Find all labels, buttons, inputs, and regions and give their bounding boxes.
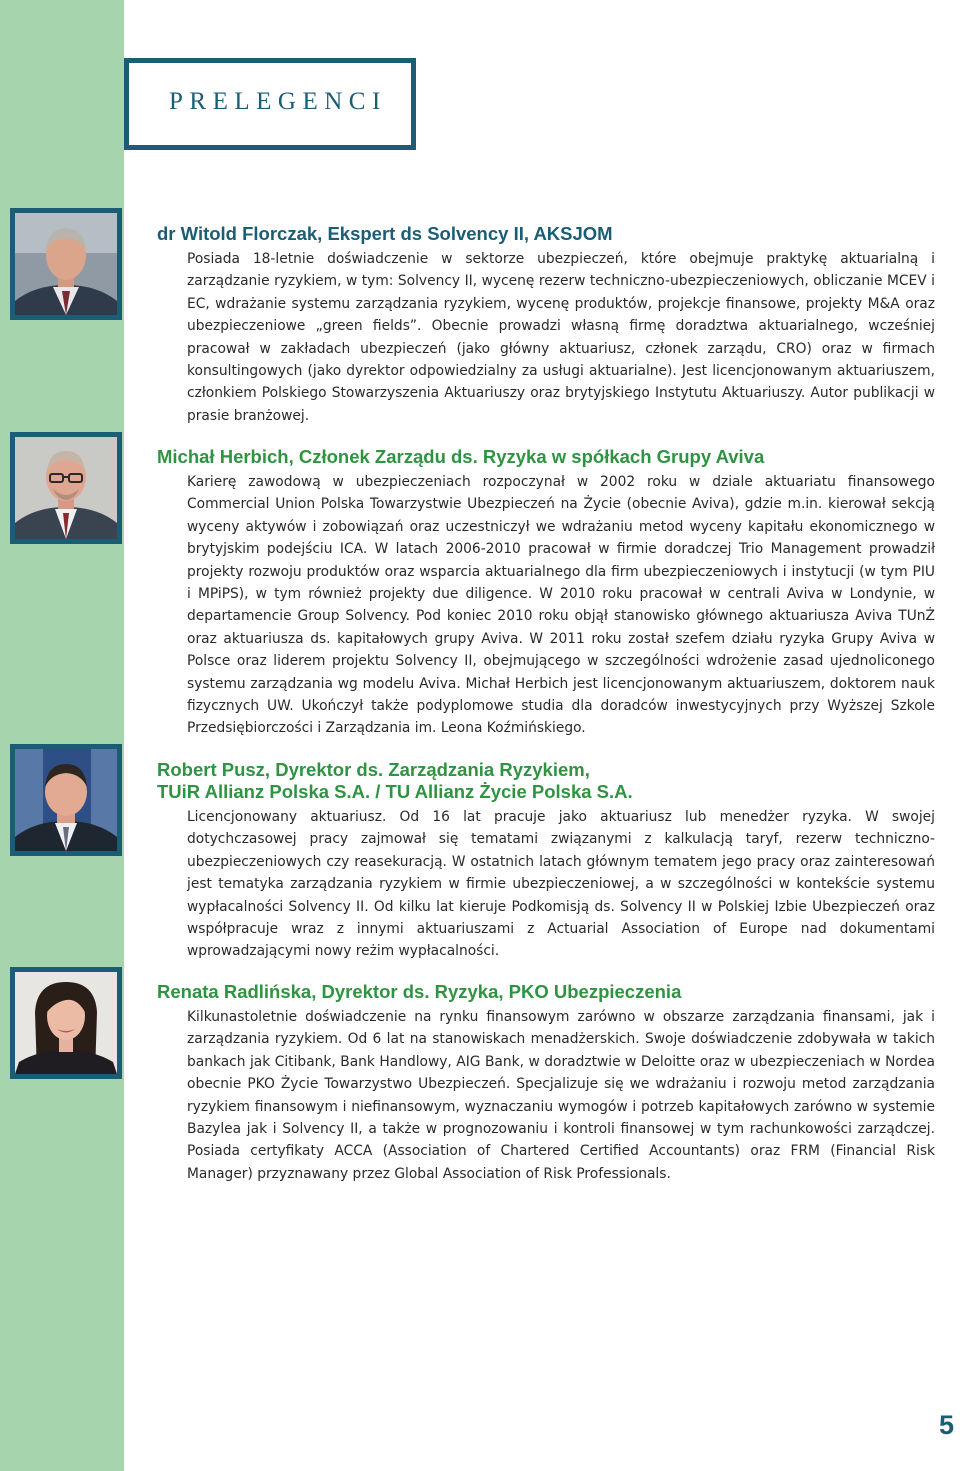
speaker-1-photo bbox=[10, 208, 122, 320]
speaker-3-bio: Licencjonowany aktuariusz. Od 16 lat pracuje jako aktuariusz lub menedżer ryzyka. W swojej dotychczasowej pracy zajmował się tematami związanymi z kalkulacją taryf, rezerw techniczno-ubezpieczeniowych czy reasekuracją. W ostatnich latach głównym tematem jego pracy oraz zainteresowań jest tematyka zarządzania ryzykiem w firmie ubezpieczeniowej, a w szczególności w kontekście systemu wypłacalności Solvency II. Od kilku lat kieruje Podkomisją ds. Solvency II w Polskiej Izbie Ubezpieczeń oraz współpracuje wraz z innymi aktuariuszami z Actuarial Association of Europe nad dokumentami wprowadzającymi nowy reżim wypłacalności. bbox=[187, 809, 935, 960]
speaker-3 bbox=[157, 759, 935, 963]
speaker-2-portrait bbox=[15, 437, 117, 539]
speaker-2-name: Michał Herbich, Członek Zarządu ds. Ryzyka w spółkach Grupy Aviva bbox=[157, 446, 765, 467]
speaker-3-portrait bbox=[15, 749, 117, 851]
speaker-2-photo bbox=[10, 432, 122, 544]
speaker-2 bbox=[157, 446, 935, 740]
speaker-2-bio: Karierę zawodową w ubezpieczeniach rozpoczynał w 2002 roku w dziale aktuariatu finansowego Commercial Union Polska Towarzystwie Ubezpieczeń na Życie (obecnie Aviva), gdzie m.in. kierował sekcją wyceny aktywów i zobowiązań oraz uczestniczył we wdrażaniu metod wyceny kapitału ekonomicznego w brytyjskim podejściu ICA. W latach 2006-2010 pracował w firmie doradczej Trio Management prowadził projekty rozwoju produktów oraz wsparcia aktuarialnego dla firm ubezpieczeniowych i instytucji (w tym PIU i MPiPS), w tym również projekty due diligence. W 2010 roku pracował w centrali Aviva w Londynie, w departamencie Group Solvency. Pod koniec 2010 roku objął stanowisko głównego aktuariusza Aviva TUnŻ oraz aktuariusza ds. kapitałowych grupy Aviva. W 2011 roku został szefem działu ryzyka Grupy Aviva w Polsce oraz liderem projektu Solvency II, obejmującego w szczególności wdrożenie zasad ujednoliconego systemu zarządzania wg modelu Aviva. Michał Herbich jest licencjonowanym aktuariuszem, doktorem nauk fizycznych UW. Ukończył także podyplomowe studia dla doradców inwestycyjnych przy Wyższej Szkole Przedsiębiorczości i Zarządzania im. Leona Koźmińskiego. bbox=[187, 474, 935, 737]
speaker-1-name: dr Witold Florczak, Ekspert ds Solvency II, AKSJOM bbox=[157, 223, 613, 244]
speaker-4-bio: Kilkunastoletnie doświadczenie na rynku finansowym zarówno w obszarze zarządzania finansami, jak i zarządzania ryzykiem. Od 6 lat na stanowiskach menadżerskich. Swoje doświadczenie zdobywała w takich bankach jak Citibank, Bank Handlowy, AIG Bank, w doradztwie w Deloitte oraz w ubezpieczeniach w Nordea obecnie PKO Życie Towarzystwo Ubezpieczeń. Specjalizuje się we wdrażaniu i rozwoju metod zarządzania ryzykiem finansowym i niefinansowym, wyznaczaniu wymogów i potrzeb kapitałowych zarówno w systemie Bazylea jak i Solvency II, a także w prognozowaniu i kontroli finansowej w tym rachunkowości zarządczej. Posiada certyfikaty ACCA (Association of Chartered Certified Accountants) oraz FRM (Financial Risk Manager) przyznawany przez Global Association of Risk Professionals. bbox=[187, 1009, 935, 1182]
speaker-4-name: Renata Radlińska, Dyrektor ds. Ryzyka, PKO Ubezpieczenia bbox=[157, 981, 682, 1002]
speaker-4-portrait bbox=[15, 972, 117, 1074]
speaker-1 bbox=[157, 223, 935, 427]
speaker-4-photo bbox=[10, 967, 122, 1079]
speaker-3-photo bbox=[10, 744, 122, 856]
title-box bbox=[124, 58, 416, 150]
speaker-3-name-line2: TUiR Allianz Polska S.A. / TU Allianz Życie Polska S.A. bbox=[157, 781, 633, 802]
speaker-4 bbox=[157, 981, 935, 1185]
speaker-3-name-line1: Robert Pusz, Dyrektor ds. Zarządzania Ryzykiem, bbox=[157, 759, 590, 780]
speaker-1-bio: Posiada 18-letnie doświadczenie w sektorze ubezpieczeń, które obejmuje praktykę aktuarialną i zarządzanie ryzykiem, w tym: Solvency II, wycenę rezerw techniczno-ubezpieczeniowych, obliczanie MCEV i EC, wdrażanie systemu zarządzania ryzykiem, wycenę produktów, projekcje finansowe, projekty M&A oraz ubezpieczeniowe „green fields”. Obecnie prowadzi własną firmę doradztwa aktuarialnego, wcześniej pracował w zakładach ubezpieczeń (jako główny aktuariusz, członek zarządu, CRO) oraz w firmach konsultingowych (jako dyrektor odpowiedzialny za usługi aktuarialne). Jest licencjonowanym aktuariuszem, członkiem Polskiego Stowarzyszenia Aktuariuszy oraz brytyjskiego Instytutu Aktuariuszy. Autor publikacji w prasie branżowej. bbox=[187, 251, 935, 424]
page-number: 5 bbox=[938, 1410, 954, 1440]
speaker-1-portrait bbox=[15, 213, 117, 315]
page-title: PRELEGENCI bbox=[169, 88, 387, 115]
